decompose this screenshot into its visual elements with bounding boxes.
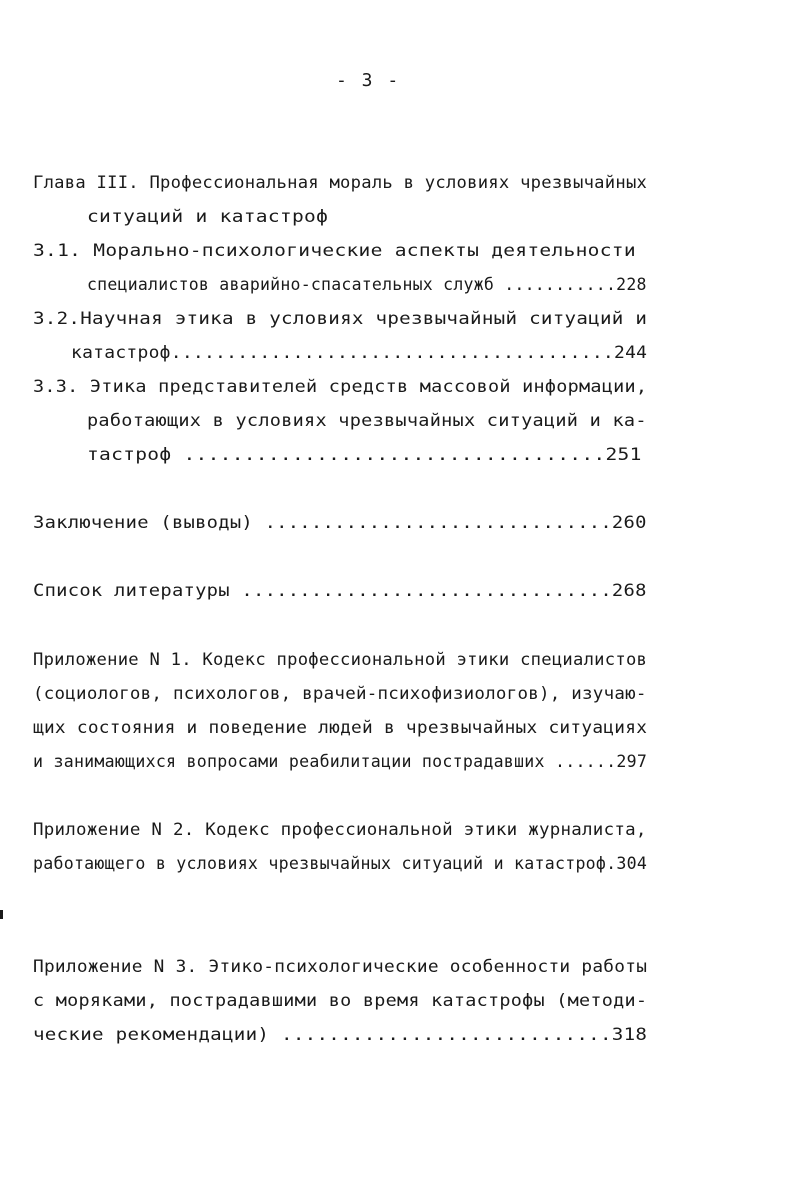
toc-appendix-1-line1: Приложение N 1. Кодекс профессиональной этики специалистов [33,650,648,670]
toc-appendix-1-line3: щих состояния и поведение людей в чрезвычайных ситуациях [33,718,648,738]
toc-section-3-1-line2: специалистов аварийно-спасательных служб ...........228 [87,275,647,295]
toc-section-3-2-line2: катастроф........................................244 [71,343,648,363]
toc-appendix-3-line2: с моряками, пострадавшими во время катастрофы (методи- [33,991,648,1011]
toc-appendix-1-line2: (социологов, психологов, врачей-психофизиологов), изучаю- [33,684,647,704]
toc-section-3-3-line1: 3.3. Этика представителей средств массовой информации, [33,377,648,397]
toc-appendix-2-line1: Приложение N 2. Кодекс профессиональной этики журналиста, [33,820,647,840]
toc-section-3-2-line1: 3.2.Научная этика в условиях чрезвычайный ситуаций и [33,309,648,329]
scan-speck [0,910,3,919]
toc-section-3-1-line1: 3.1. Морально-психологические аспекты деятельности [33,241,636,261]
toc-appendix-3-line1: Приложение N 3. Этико-психологические особенности работы [33,957,648,977]
toc-chapter3-title-line1: Глава III. Профессиональная мораль в условиях чрезвычайных [33,173,648,193]
toc-section-3-3-line2: работающих в условиях чрезвычайных ситуаций и ка- [87,411,647,431]
toc-conclusion: Заключение (выводы) ..............................260 [33,513,647,533]
toc-appendix-2-line2: работающего в условиях чрезвычайных ситуаций и катастроф.304 [33,854,648,874]
toc-section-3-3-line3: тастроф ...................................251 [87,445,642,465]
toc-appendix-1-line4: и занимающихся вопросами реабилитации пострадавших ......297 [33,752,648,772]
toc-appendix-3-line3: ческие рекомендации) ............................318 [33,1025,648,1045]
toc-chapter3-title-line2: ситуаций и катастроф [87,207,329,227]
page-number: - 3 - [336,70,401,91]
toc-bibliography: Список литературы ................................268 [33,581,647,601]
